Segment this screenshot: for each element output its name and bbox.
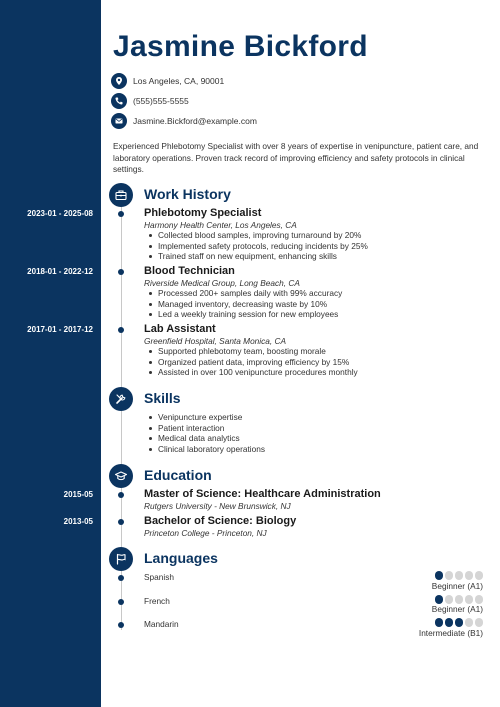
- list-item: Organized patient data, improving efficiency by 15%: [148, 357, 358, 368]
- list-item: Venipuncture expertise: [148, 412, 265, 423]
- language-level: Beginner (A1): [431, 604, 483, 614]
- language-name: Mandarin: [144, 619, 179, 629]
- job-organization: Harmony Health Center, Los Angeles, CA: [144, 220, 297, 230]
- rating-dot-empty: [475, 618, 484, 627]
- rating-dot-empty: [455, 571, 464, 580]
- profile-summary: Experienced Phlebotomy Specialist with over 8 years of expertise in venipuncture, patient care, and laboratory operations. Proven track record of improving efficiency and safety protocols in clinical settings.: [113, 141, 479, 174]
- rating-dot-filled: [445, 618, 454, 627]
- language-level: Intermediate (B1): [418, 628, 483, 638]
- school-name: Princeton College - Princeton, NJ: [144, 528, 267, 538]
- list-item: Medical data analytics: [148, 433, 265, 444]
- job-organization: Greenfield Hospital, Santa Monica, CA: [144, 336, 287, 346]
- language-name: Spanish: [144, 572, 174, 582]
- contact-address: [111, 73, 224, 89]
- job-dates: 2018-01 - 2022-12: [27, 267, 93, 276]
- rating-dot-filled: [455, 618, 464, 627]
- rating-dot-empty: [455, 595, 464, 604]
- job-title: Phlebotomy Specialist: [144, 207, 262, 219]
- languages-heading: Languages: [144, 550, 218, 566]
- list-item: Processed 200+ samples daily with 99% accuracy: [148, 288, 342, 299]
- job-title: Blood Technician: [144, 265, 235, 277]
- envelope-icon: [111, 113, 127, 129]
- skills-list: [148, 412, 265, 454]
- education-heading: Education: [144, 467, 212, 483]
- job-bullets: [148, 230, 368, 262]
- list-item: Assisted in over 100 venipuncture procedures monthly: [148, 367, 358, 378]
- degree-title: Bachelor of Science: Biology: [144, 515, 297, 527]
- timeline-dot: [118, 211, 124, 217]
- language-name: French: [144, 596, 170, 606]
- list-item: Supported phlebotomy team, boosting morale: [148, 346, 358, 357]
- timeline-dot: [118, 492, 124, 498]
- job-organization: Riverside Medical Group, Long Beach, CA: [144, 278, 300, 288]
- rating-dot-filled: [435, 618, 444, 627]
- timeline-dot: [118, 575, 124, 581]
- skills-heading: Skills: [144, 390, 181, 406]
- job-dates: 2023-01 - 2025-08: [27, 209, 93, 218]
- rating-dot-filled: [435, 571, 444, 580]
- rating-dot-empty: [475, 571, 484, 580]
- email-text[interactable]: Jasmine.Bickford@example.com: [133, 116, 257, 126]
- timeline-dot: [118, 327, 124, 333]
- school-name: Rutgers University - New Brunswick, NJ: [144, 501, 291, 511]
- tools-icon: [109, 387, 133, 411]
- list-item: Clinical laboratory operations: [148, 444, 265, 455]
- list-item: Collected blood samples, improving turnaround by 20%: [148, 230, 368, 241]
- list-item: Patient interaction: [148, 423, 265, 434]
- list-item: Implemented safety protocols, reducing incidents by 25%: [148, 241, 368, 252]
- language-rating: [435, 571, 484, 580]
- job-dates: 2017-01 - 2017-12: [27, 325, 93, 334]
- list-item: Led a weekly training session for new employees: [148, 309, 342, 320]
- timeline-dot: [118, 519, 124, 525]
- candidate-name: Jasmine Bickford: [113, 30, 368, 63]
- education-year: 2015-05: [63, 490, 93, 499]
- sidebar: [0, 0, 101, 707]
- rating-dot-empty: [465, 618, 474, 627]
- phone-text: (555)555-5555: [133, 96, 189, 106]
- briefcase-icon: [109, 183, 133, 207]
- phone-icon: [111, 93, 127, 109]
- timeline-dot: [118, 622, 124, 628]
- graduation-cap-icon: [109, 464, 133, 488]
- job-bullets: [148, 346, 358, 378]
- rating-dot-empty: [465, 595, 474, 604]
- contact-phone: [111, 93, 189, 109]
- language-rating: [435, 595, 484, 604]
- address-text: Los Angeles, CA, 90001: [133, 76, 225, 86]
- degree-title: Master of Science: Healthcare Administration: [144, 488, 381, 500]
- work-history-heading: Work History: [144, 186, 231, 202]
- job-bullets: [148, 288, 342, 320]
- rating-dot-filled: [435, 595, 444, 604]
- list-item: Trained staff on new equipment, enhancing skills: [148, 251, 368, 262]
- language-level: Beginner (A1): [431, 581, 483, 591]
- language-rating: [435, 618, 484, 627]
- contact-email: [111, 113, 257, 129]
- job-title: Lab Assistant: [144, 323, 216, 335]
- education-year: 2013-05: [63, 517, 93, 526]
- list-item: Managed inventory, decreasing waste by 10%: [148, 299, 342, 310]
- rating-dot-empty: [445, 571, 454, 580]
- location-pin-icon: [111, 73, 127, 89]
- flag-icon: [109, 547, 133, 571]
- rating-dot-empty: [465, 571, 474, 580]
- rating-dot-empty: [445, 595, 454, 604]
- timeline-dot: [118, 599, 124, 605]
- timeline-dot: [118, 269, 124, 275]
- rating-dot-empty: [475, 595, 484, 604]
